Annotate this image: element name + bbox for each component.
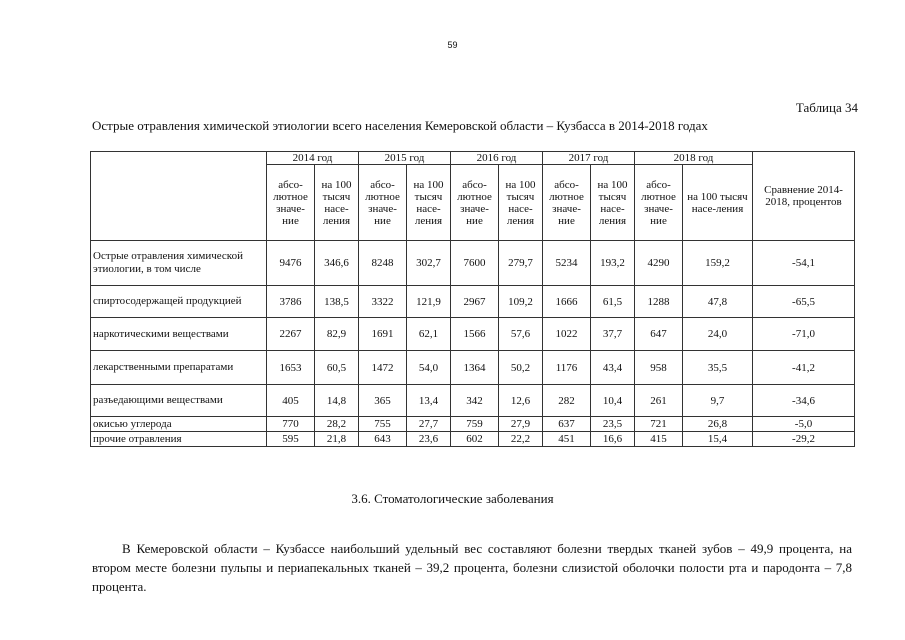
value-cell: 12,6	[499, 385, 543, 417]
value-cell: 23,5	[591, 417, 635, 432]
value-cell: 595	[267, 432, 315, 447]
table-row	[91, 318, 855, 351]
value-cell: 4290	[635, 241, 683, 286]
value-cell: 82,9	[315, 318, 359, 351]
value-cell: 60,5	[315, 351, 359, 385]
value-cell: 415	[635, 432, 683, 447]
year-header: 2017 год	[543, 152, 635, 165]
value-cell: 13,4	[407, 385, 451, 417]
year-header-row	[91, 152, 855, 165]
absolute-value-header: абсо-лютное значе-ние	[359, 165, 407, 241]
table-row	[91, 351, 855, 385]
value-cell: 637	[543, 417, 591, 432]
value-cell: 342	[451, 385, 499, 417]
rate-per-100k-header: на 100 тысяч насе-ления	[407, 165, 451, 241]
value-cell: 1691	[359, 318, 407, 351]
value-cell: 26,8	[683, 417, 753, 432]
value-cell: 10,4	[591, 385, 635, 417]
row-label: окисью углерода	[91, 417, 267, 432]
rate-per-100k-header: на 100 тысяч насе-ления	[683, 165, 753, 241]
section-heading: 3.6. Стоматологические заболевания	[351, 491, 554, 506]
row-label: разъедающими веществами	[91, 385, 267, 417]
value-cell: 21,8	[315, 432, 359, 447]
value-cell: 1666	[543, 286, 591, 318]
value-cell: 1566	[451, 318, 499, 351]
value-cell: 1364	[451, 351, 499, 385]
value-cell: 159,2	[683, 241, 753, 286]
value-cell: 302,7	[407, 241, 451, 286]
comparison-cell: -5,0	[753, 417, 855, 432]
comparison-cell: -34,6	[753, 385, 855, 417]
value-cell: 1176	[543, 351, 591, 385]
value-cell: 57,6	[499, 318, 543, 351]
value-cell: 50,2	[499, 351, 543, 385]
value-cell: 138,5	[315, 286, 359, 318]
value-cell: 9476	[267, 241, 315, 286]
value-cell: 24,0	[683, 318, 753, 351]
value-cell: 261	[635, 385, 683, 417]
value-cell: 7600	[451, 241, 499, 286]
row-label: Острые отравления химической этиологии, в том числе	[91, 241, 267, 286]
absolute-value-header: абсо-лютное значе-ние	[543, 165, 591, 241]
value-cell: 28,2	[315, 417, 359, 432]
value-cell: 770	[267, 417, 315, 432]
absolute-value-header: абсо-лютное значе-ние	[267, 165, 315, 241]
rate-per-100k-header: на 100 тысяч насе-ления	[315, 165, 359, 241]
value-cell: 16,6	[591, 432, 635, 447]
row-label: спиртосодержащей продукцией	[91, 286, 267, 318]
rate-per-100k-header: на 100 тысяч насе-ления	[591, 165, 635, 241]
comparison-cell: -41,2	[753, 351, 855, 385]
year-header: 2014 год	[267, 152, 359, 165]
value-cell: 43,4	[591, 351, 635, 385]
comparison-cell: -54,1	[753, 241, 855, 286]
row-label: прочие отравления	[91, 432, 267, 447]
value-cell: 643	[359, 432, 407, 447]
value-cell: 721	[635, 417, 683, 432]
value-cell: 1653	[267, 351, 315, 385]
table-row	[91, 385, 855, 417]
value-cell: 109,2	[499, 286, 543, 318]
year-header: 2015 год	[359, 152, 451, 165]
comparison-cell: -65,5	[753, 286, 855, 318]
absolute-value-header: абсо-лютное значе-ние	[451, 165, 499, 241]
absolute-value-header: абсо-лютное значе-ние	[635, 165, 683, 241]
value-cell: 61,5	[591, 286, 635, 318]
year-header: 2018 год	[635, 152, 753, 165]
value-cell: 15,4	[683, 432, 753, 447]
table-label: Таблица 34	[795, 100, 858, 115]
comparison-cell: -71,0	[753, 318, 855, 351]
value-cell: 1022	[543, 318, 591, 351]
comparison-cell: -29,2	[753, 432, 855, 447]
body-paragraph: В Кемеровской области – Кузбассе наибольший удельный вес составляют болезни твердых тканей зубов – 49,9 процента, на втором месте болезни пульпы и периапекальных тканей – 39,2 процента, болезни слизистой оболочки полости рта и пародонта – 7,8 процента.	[92, 541, 852, 594]
value-cell: 121,9	[407, 286, 451, 318]
table-row	[91, 286, 855, 318]
value-cell: 23,6	[407, 432, 451, 447]
value-cell: 5234	[543, 241, 591, 286]
value-cell: 9,7	[683, 385, 753, 417]
table-row	[91, 432, 855, 447]
value-cell: 37,7	[591, 318, 635, 351]
year-header: 2016 год	[451, 152, 543, 165]
value-cell: 405	[267, 385, 315, 417]
rate-per-100k-header: на 100 тысяч насе-ления	[499, 165, 543, 241]
value-cell: 346,6	[315, 241, 359, 286]
value-cell: 14,8	[315, 385, 359, 417]
value-cell: 759	[451, 417, 499, 432]
poisoning-table	[90, 151, 855, 447]
value-cell: 3322	[359, 286, 407, 318]
value-cell: 958	[635, 351, 683, 385]
value-cell: 47,8	[683, 286, 753, 318]
row-label: лекарственными препаратами	[91, 351, 267, 385]
table-title: Острые отравления химической этиологии всего населения Кемеровской области – Кузбасса в 2014-2018 годах	[92, 118, 708, 133]
value-cell: 282	[543, 385, 591, 417]
value-cell: 602	[451, 432, 499, 447]
value-cell: 62,1	[407, 318, 451, 351]
value-cell: 2967	[451, 286, 499, 318]
row-label-header	[91, 152, 267, 241]
page-number: 59	[447, 40, 458, 50]
value-cell: 365	[359, 385, 407, 417]
value-cell: 1288	[635, 286, 683, 318]
value-cell: 3786	[267, 286, 315, 318]
value-cell: 193,2	[591, 241, 635, 286]
value-cell: 8248	[359, 241, 407, 286]
table-row	[91, 417, 855, 432]
value-cell: 279,7	[499, 241, 543, 286]
value-cell: 2267	[267, 318, 315, 351]
value-cell: 54,0	[407, 351, 451, 385]
comparison-header: Сравнение 2014-2018, процентов	[753, 152, 855, 241]
value-cell: 22,2	[499, 432, 543, 447]
value-cell: 27,7	[407, 417, 451, 432]
value-cell: 1472	[359, 351, 407, 385]
row-label: наркотическими веществами	[91, 318, 267, 351]
value-cell: 647	[635, 318, 683, 351]
table-row	[91, 241, 855, 286]
value-cell: 27,9	[499, 417, 543, 432]
value-cell: 451	[543, 432, 591, 447]
value-cell: 755	[359, 417, 407, 432]
value-cell: 35,5	[683, 351, 753, 385]
